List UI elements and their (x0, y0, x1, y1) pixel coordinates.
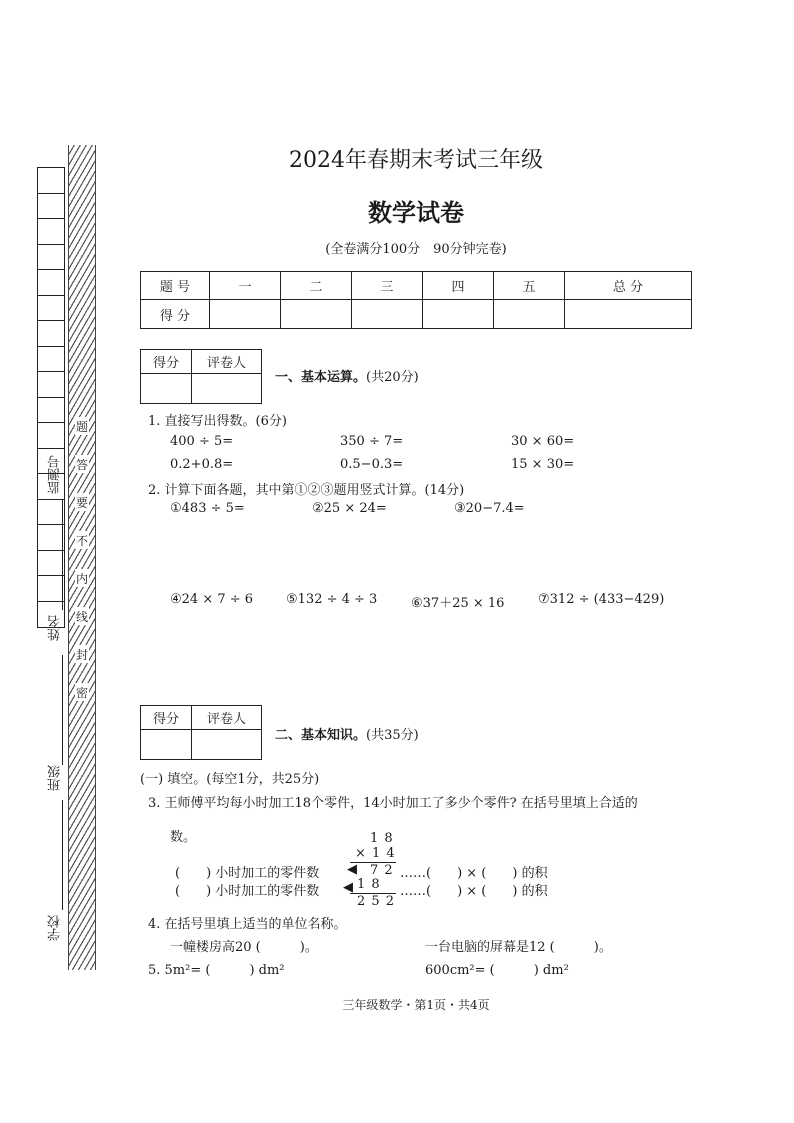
q4-label: 4. 在括号里填上适当的单位名称。 (148, 917, 347, 932)
q3-row-b-tail: ……( ) × ( ) 的积 (400, 884, 548, 899)
score-cell[interactable] (352, 300, 423, 329)
q3-line2: 数。 (170, 830, 197, 845)
score-table-header: 三 (352, 272, 423, 300)
class-underline[interactable] (62, 800, 63, 910)
calc-total: 2 5 2 (357, 894, 396, 909)
section2-points: (共35分) (366, 728, 419, 743)
q2-item: ⑦312 ÷ (433−429) (538, 592, 665, 607)
seal-char: 封 (75, 645, 89, 663)
score-cell[interactable] (494, 300, 565, 329)
q2-item: ⑥37＋25 × 16 (411, 596, 505, 611)
seal-char: 线 (75, 607, 89, 625)
score-cell[interactable] (423, 300, 494, 329)
q3-row-b: ( ) 小时加工的零件数 (175, 884, 320, 899)
score-cell[interactable] (281, 300, 352, 329)
page-footer: 三年级数学・第1页・共4页 (342, 998, 490, 1012)
q3-line1: 3. 王师傅平均每小时加工18个零件，14小时加工了多少个零件? 在括号里填上合适的 (148, 796, 638, 811)
section1-title: 一、基本运算。 (275, 370, 367, 385)
arrow-left-icon: ◀ (347, 862, 357, 877)
grader-name-cell[interactable] (192, 374, 262, 404)
q3-row-a: ( ) 小时加工的零件数 (175, 866, 320, 881)
q5-a: 5. 5m²= ( ) dm² (148, 963, 285, 978)
seal-char: 内 (75, 569, 89, 587)
q1-item: 30 × 60= (511, 434, 575, 449)
q2-item: ③20−7.4= (454, 501, 525, 516)
calc-top: 1 8 (370, 831, 394, 846)
q2-item: ④24 × 7 ÷ 6 (170, 592, 254, 607)
score-table-header: 总 分 (565, 272, 692, 300)
class-label: 班级 (48, 765, 63, 791)
monitor-label: 监测号 (48, 455, 63, 494)
exam-title: 2024年春期末考试三年级 (289, 148, 543, 173)
seal-char: 题 (75, 417, 89, 435)
grader-box-1 (140, 349, 262, 404)
seal-char: 不 (75, 531, 89, 549)
q1-item: 0.5−0.3= (340, 457, 404, 472)
grader-score-cell[interactable] (141, 374, 192, 404)
binding-strip (68, 145, 96, 970)
grader-score-label: 得分 (141, 706, 192, 730)
grader-box-2 (140, 705, 262, 760)
q5-b: 600cm²= ( ) dm² (425, 963, 569, 978)
q1-item: 400 ÷ 5= (170, 434, 234, 449)
q4-a: 一幢楼房高20 ( )。 (170, 940, 318, 955)
seal-char: 答 (75, 455, 89, 473)
score-table-header: 五 (494, 272, 565, 300)
grader-score-cell[interactable] (141, 730, 192, 760)
name-underline[interactable] (62, 655, 63, 765)
section1-heading (275, 366, 419, 385)
exam-note: (全卷满分100分 90分钟完卷) (325, 242, 507, 257)
score-cell[interactable] (565, 300, 692, 329)
seal-char: 要 (75, 493, 89, 511)
score-table (140, 271, 692, 329)
arrow-left-icon: ◀ (343, 880, 353, 895)
q2-item: ②25 × 24= (312, 501, 387, 516)
subject-title: 数学试卷 (368, 199, 464, 227)
score-table-header: 二 (281, 272, 352, 300)
q1-item: 15 × 30= (511, 457, 575, 472)
q1-item: 0.2+0.8= (170, 457, 234, 472)
grader-name-cell[interactable] (192, 730, 262, 760)
score-row-label: 得 分 (141, 300, 210, 329)
school-label: 学校 (48, 915, 63, 941)
grader-score-label: 得分 (141, 350, 192, 374)
monitor-number-boxes[interactable] (37, 167, 65, 628)
q1-label: 1. 直接写出得数。(6分) (148, 414, 287, 429)
sub1-label: (一) 填空。(每空1分，共25分) (140, 772, 320, 787)
calc-partial-1: 7 2 (370, 863, 394, 878)
q1-item: 350 ÷ 7= (340, 434, 404, 449)
grader-name-label: 评卷人 (192, 350, 262, 374)
calc-partial-2: 1 8 (357, 877, 381, 892)
calc-mult: × 1 4 (355, 846, 396, 861)
seal-char: 密 (75, 683, 89, 701)
section2-title: 二、基本知识。 (275, 728, 367, 743)
q2-label: 2. 计算下面各题，其中第①②③题用竖式计算。(14分) (148, 483, 465, 498)
score-table-header: 一 (210, 272, 281, 300)
grader-name-label: 评卷人 (192, 706, 262, 730)
q2-item: ⑤132 ÷ 4 ÷ 3 (286, 592, 378, 607)
name-label: 姓名 (48, 615, 63, 641)
q2-item: ①483 ÷ 5= (170, 501, 245, 516)
q4-b: 一台电脑的屏幕是12 ( )。 (425, 940, 612, 955)
q3-row-a-tail: ……( ) × ( ) 的积 (400, 866, 548, 881)
score-cell[interactable] (210, 300, 281, 329)
monitor-underline[interactable] (62, 500, 63, 610)
score-table-header: 题 号 (141, 272, 210, 300)
section2-heading (275, 724, 419, 743)
score-table-header: 四 (423, 272, 494, 300)
section1-points: (共20分) (366, 370, 419, 385)
